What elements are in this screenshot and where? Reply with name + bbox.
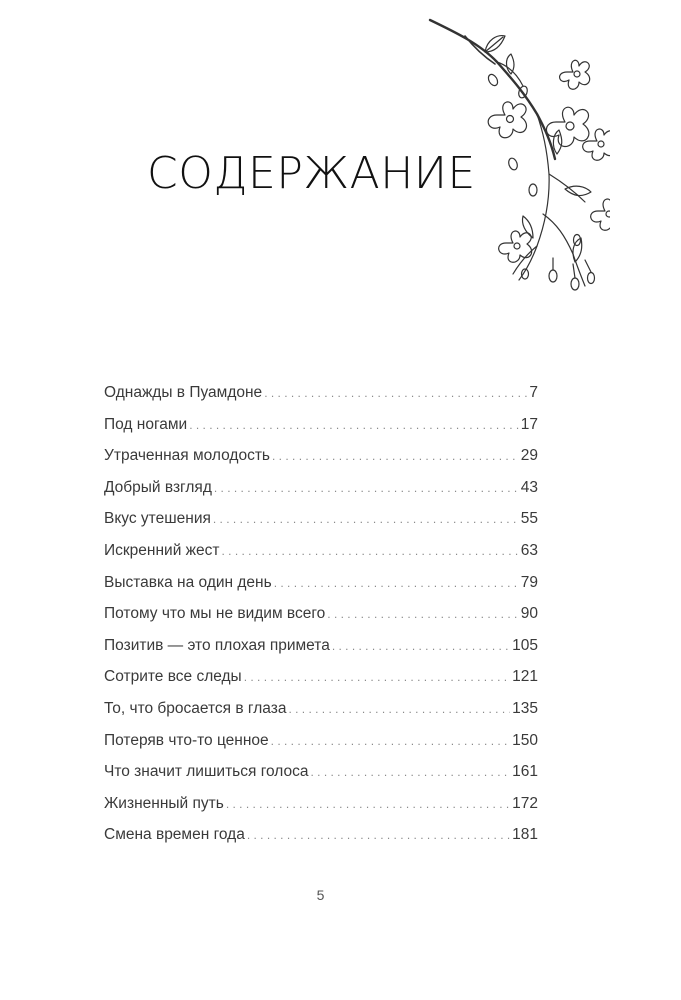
- dot-leader: [247, 828, 510, 842]
- toc-entry[interactable]: [104, 637, 538, 669]
- toc-entry-title: Однажды в Пуамдоне: [104, 384, 263, 401]
- dot-leader: [327, 607, 518, 621]
- toc-entry-title: Под ногами: [104, 415, 188, 433]
- toc-entry-title: То, что бросается в глаза: [104, 699, 287, 717]
- toc-entry[interactable]: [104, 479, 538, 511]
- dot-leader: [189, 418, 519, 432]
- dot-leader: [226, 797, 510, 811]
- toc-entry-page: 7: [529, 384, 538, 401]
- toc-entry-page: 55: [520, 510, 538, 528]
- toc-entry-title: Смена времен года: [104, 826, 245, 844]
- dot-leader: [332, 639, 510, 653]
- dot-leader: [222, 544, 519, 558]
- toc-entry-page: 135: [512, 699, 538, 717]
- toc-entry-title: Позитив — это плохая примета: [104, 636, 330, 654]
- toc-entry-title: Вкус утешения: [104, 510, 211, 528]
- toc-entry[interactable]: [104, 763, 538, 795]
- page-number: 5: [316, 887, 325, 903]
- toc-entry[interactable]: [104, 668, 538, 700]
- toc-entry-page: 79: [520, 573, 538, 591]
- toc-entry[interactable]: [104, 732, 538, 764]
- toc-entry-page: 17: [520, 415, 538, 433]
- toc-entry-page: 105: [512, 636, 538, 654]
- toc-entry-page: 29: [520, 447, 538, 465]
- toc-entry-title: Что значит лишиться голоса: [104, 763, 309, 781]
- toc-entry-title: Жизненный путь: [104, 794, 224, 812]
- toc-entry-title: Сотрите все следы: [104, 668, 242, 686]
- toc-entry-title: Потеряв что-то ценное: [104, 731, 269, 749]
- page-title: СОДЕРЖАНИЕ: [147, 148, 476, 199]
- toc-entry-page: 172: [512, 794, 538, 812]
- dot-leader: [271, 734, 510, 748]
- toc-entry[interactable]: [104, 416, 538, 448]
- toc-entry[interactable]: [104, 795, 538, 827]
- toc-entry-page: 90: [520, 605, 538, 623]
- dot-leader: [264, 386, 527, 400]
- toc-entry-title: Выставка на один день: [104, 573, 272, 591]
- table-of-contents: [104, 384, 538, 858]
- toc-entry[interactable]: [104, 605, 538, 637]
- dot-leader: [288, 702, 510, 716]
- toc-entry[interactable]: [104, 510, 538, 542]
- dot-leader: [244, 670, 510, 684]
- dot-leader: [274, 576, 519, 590]
- toc-entry-page: 161: [512, 763, 538, 781]
- toc-entry[interactable]: [104, 542, 538, 574]
- dot-leader: [272, 449, 519, 463]
- dot-leader: [311, 765, 511, 779]
- dot-leader: [214, 481, 519, 495]
- toc-entry[interactable]: [104, 574, 538, 606]
- toc-entry-page: 150: [512, 731, 538, 749]
- toc-entry-title: Потому что мы не видим всего: [104, 605, 326, 623]
- toc-entry[interactable]: [104, 447, 538, 479]
- toc-entry-page: 181: [512, 826, 538, 844]
- toc-entry[interactable]: [104, 384, 538, 416]
- toc-entry[interactable]: [104, 826, 538, 858]
- dot-leader: [213, 512, 519, 526]
- toc-entry[interactable]: [104, 700, 538, 732]
- toc-entry-title: Утраченная молодость: [104, 447, 271, 465]
- toc-entry-title: Добрый взгляд: [104, 478, 212, 496]
- toc-entry-page: 43: [520, 478, 538, 496]
- toc-entry-page: 121: [512, 668, 538, 686]
- toc-entry-title: Искренний жест: [104, 541, 220, 559]
- toc-entry-page: 63: [520, 541, 538, 559]
